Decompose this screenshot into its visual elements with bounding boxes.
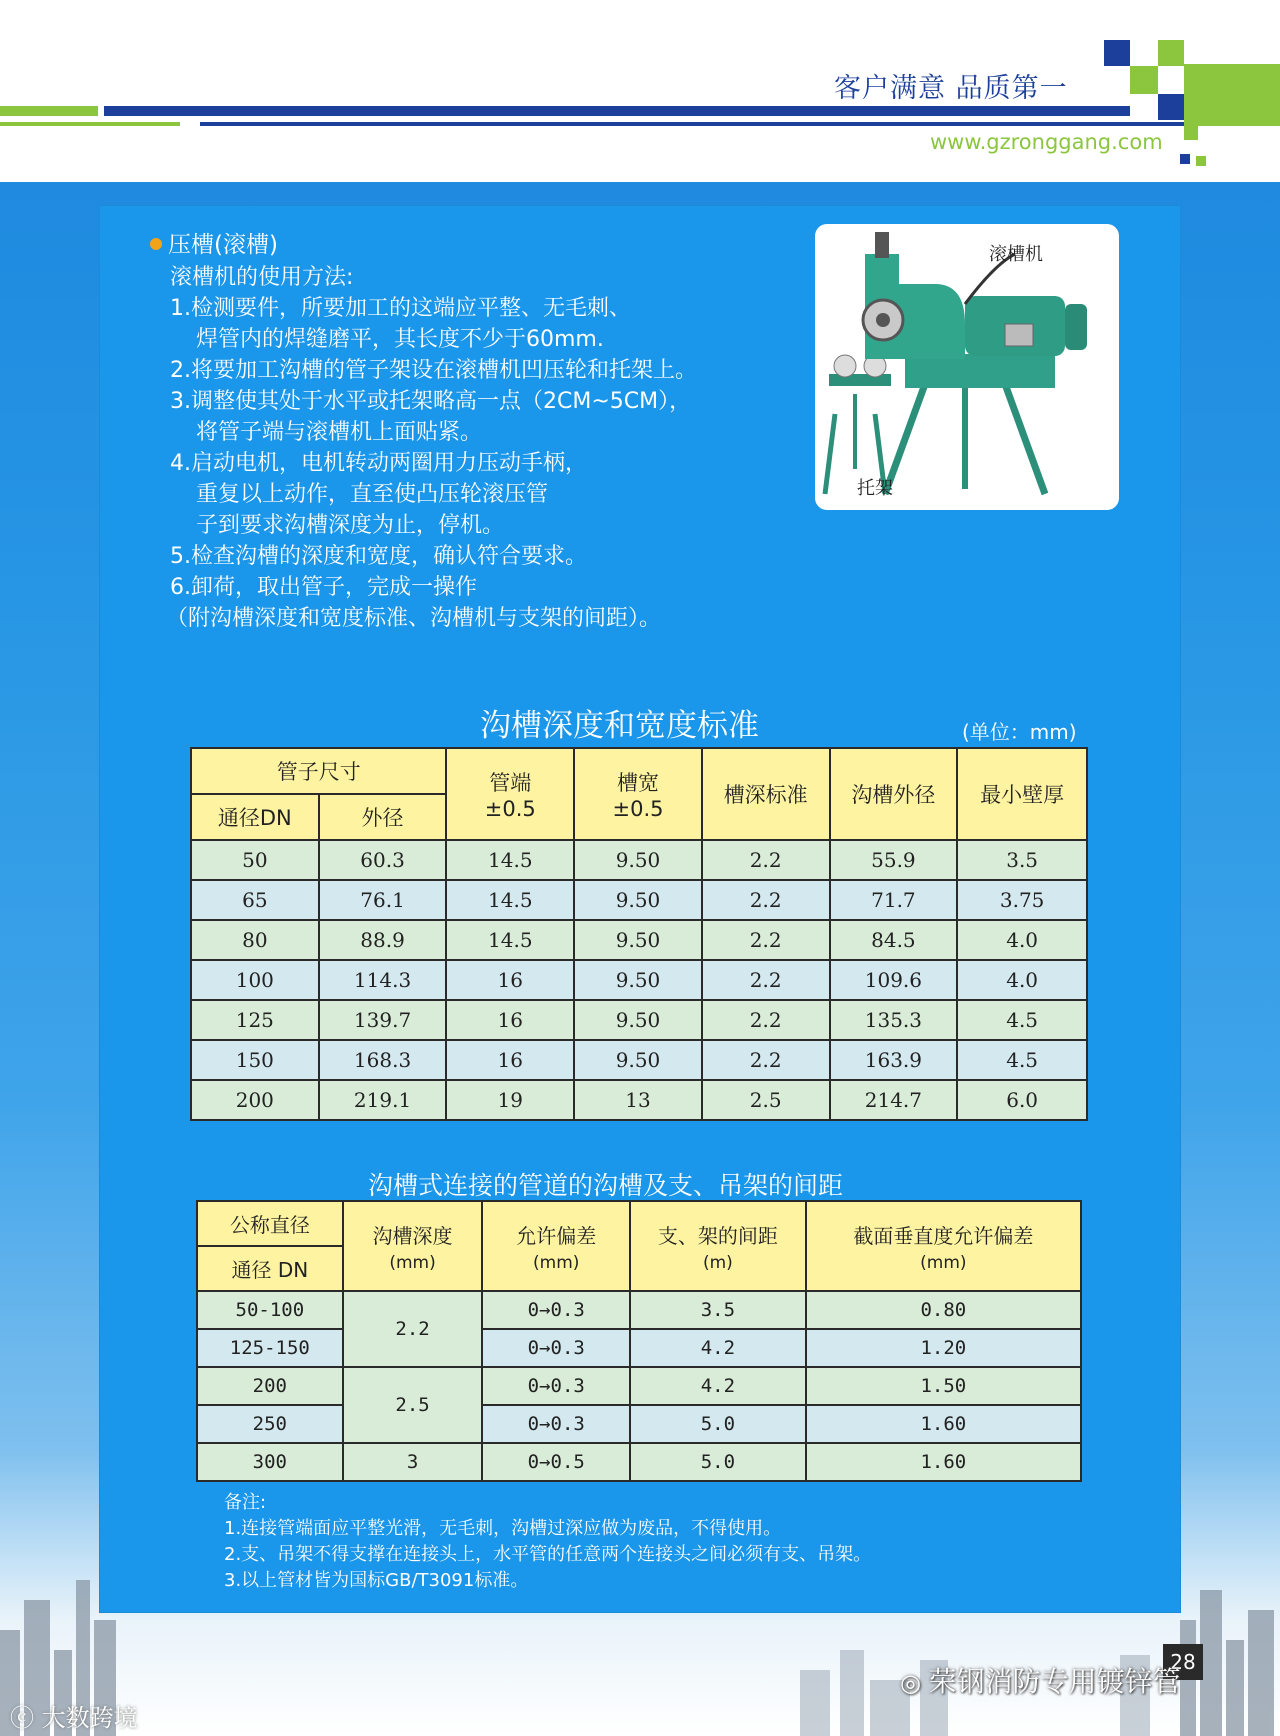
- step-line: 将管子端与滚槽机上面贴紧。: [196, 420, 483, 445]
- step-line: 子到要求沟槽深度为止，停机。: [196, 513, 505, 538]
- wechat-account-name: ◎ 荣钢消防专用镀锌管: [900, 1665, 1181, 1698]
- table-cell: 60.3: [319, 840, 447, 880]
- table-cell: 100: [191, 960, 319, 1000]
- table-cell: 9.50: [574, 1040, 702, 1080]
- table-cell: 200: [191, 1080, 319, 1120]
- table-cell: 3.75: [957, 880, 1087, 920]
- table-cell: 3.5: [957, 840, 1087, 880]
- cell-dn: 200: [197, 1367, 343, 1405]
- table-cell: 6.0: [957, 1080, 1087, 1120]
- cell-tol: 0→0.3: [482, 1367, 630, 1405]
- cell-tol: 0→0.3: [482, 1291, 630, 1329]
- label-stand: 托架: [857, 478, 893, 499]
- cell-depth: 3: [343, 1443, 483, 1481]
- table-cell: 14.5: [446, 880, 574, 920]
- th-perp: 截面垂直度允许偏差 (mm): [806, 1201, 1081, 1291]
- header-stripe-blue: [104, 106, 1184, 116]
- table-cell: 168.3: [319, 1040, 447, 1080]
- step-line: 1.检测要件，所要加工的这端应平整、无毛刺、: [170, 296, 631, 321]
- header-stripe-green-thin: [0, 122, 180, 126]
- table-cell: 2.2: [702, 840, 830, 880]
- table-cell: 9.50: [574, 1000, 702, 1040]
- table-row: [191, 960, 1087, 1000]
- bullet-icon: [150, 238, 162, 250]
- table-cell: 88.9: [319, 920, 447, 960]
- machine-photo: [815, 224, 1119, 510]
- cell-spacing: 4.2: [630, 1329, 806, 1367]
- note-item: 3.以上管材皆为国标GB/T3091标准。: [224, 1570, 529, 1591]
- header: [0, 0, 1280, 182]
- page-number: 28: [1163, 1644, 1203, 1680]
- table1-title: 沟槽深度和宽度标准: [480, 708, 759, 744]
- table-cell: 9.50: [574, 960, 702, 1000]
- table2-title: 沟槽式连接的管道的沟槽及支、吊架的间距: [368, 1171, 844, 1200]
- table-cell: 4.5: [957, 1040, 1087, 1080]
- table-cell: 13: [574, 1080, 702, 1120]
- table-cell: 2.2: [702, 960, 830, 1000]
- cell-dn: 300: [197, 1443, 343, 1481]
- table-cell: 214.7: [830, 1080, 958, 1120]
- wechat-icon: ◎: [900, 1669, 929, 1697]
- step-line: （附沟槽深度和宽度标准、沟槽机与支架的间距）。: [166, 606, 662, 631]
- cell-dn: 125-150: [197, 1329, 343, 1367]
- cell-tol: 0→0.3: [482, 1405, 630, 1443]
- step-line: 5.检查沟槽的深度和宽度，确认符合要求。: [170, 544, 587, 569]
- table-cell: 14.5: [446, 840, 574, 880]
- note-item: 2.支、吊架不得支撑在连接头上，水平管的任意两个连接头之间必须有支、吊架。: [224, 1544, 872, 1565]
- table-row: [197, 1291, 1081, 1329]
- table-row: [191, 1080, 1087, 1120]
- table-cell: 125: [191, 1000, 319, 1040]
- step-line: 2.将要加工沟槽的管子架设在滚槽机凹压轮和托架上。: [170, 358, 697, 383]
- spacing-table: [196, 1200, 1082, 1482]
- th-dn2: 通径 DN: [197, 1246, 343, 1291]
- table-cell: 2.2: [702, 1000, 830, 1040]
- table-cell: 2.5: [702, 1080, 830, 1120]
- table-cell: 4.5: [957, 1000, 1087, 1040]
- table-cell: 219.1: [319, 1080, 447, 1120]
- table-cell: 139.7: [319, 1000, 447, 1040]
- th-pipe-size: 管子尺寸: [191, 748, 446, 794]
- table-cell: 135.3: [830, 1000, 958, 1040]
- table-row: [191, 840, 1087, 880]
- watermark-logo-icon: ⓒ: [10, 1704, 42, 1732]
- th-nominal: 公称直径: [197, 1201, 343, 1246]
- table-cell: 114.3: [319, 960, 447, 1000]
- table-cell: 2.2: [702, 880, 830, 920]
- slogan: 客户满意 品质第一: [834, 73, 1068, 104]
- table-row: [191, 1000, 1087, 1040]
- watermark: ⓒ 大数跨境: [10, 1704, 138, 1732]
- table-cell: 16: [446, 1000, 574, 1040]
- instructions: [166, 262, 697, 634]
- section-title: 压槽(滚槽): [150, 226, 278, 259]
- th-groove-width: 槽宽 ±0.5: [574, 748, 702, 840]
- th-dn: 通径DN: [191, 794, 319, 840]
- table-cell: 80: [191, 920, 319, 960]
- th-pipe-end: 管端 ±0.5: [446, 748, 574, 840]
- table-cell: 71.7: [830, 880, 958, 920]
- table-row: [197, 1367, 1081, 1405]
- groove-standard-table: [190, 747, 1088, 1121]
- label-machine: 滚槽机: [989, 244, 1043, 265]
- step-line: 4.启动电机，电机转动两圈用力压动手柄，: [170, 451, 587, 476]
- th-od: 外径: [319, 794, 447, 840]
- table-cell: 76.1: [319, 880, 447, 920]
- table-cell: 163.9: [830, 1040, 958, 1080]
- table-row: [197, 1329, 1081, 1367]
- th-min-wall: 最小壁厚: [957, 748, 1087, 840]
- th-groove-depth: 槽深标准: [702, 748, 830, 840]
- method-title: 滚槽机的使用方法:: [170, 265, 354, 290]
- city-skyline-icon: [0, 1560, 1280, 1736]
- table-cell: 16: [446, 960, 574, 1000]
- notes-title: 备注:: [224, 1492, 267, 1513]
- cell-spacing: 5.0: [630, 1405, 806, 1443]
- cell-tol: 0→0.3: [482, 1329, 630, 1367]
- table-row: [197, 1443, 1081, 1481]
- header-stripe-green: [0, 106, 98, 116]
- cell-depth: 2.2: [343, 1291, 483, 1367]
- table-cell: 50: [191, 840, 319, 880]
- table-cell: 9.50: [574, 920, 702, 960]
- header-stripe-blue-thin: [200, 122, 1184, 126]
- table-cell: 65: [191, 880, 319, 920]
- cell-dn: 250: [197, 1405, 343, 1443]
- table1-unit: (单位：mm): [962, 720, 1077, 744]
- cell-perp: 1.60: [806, 1443, 1081, 1481]
- step-line: 3.调整使其处于水平或托架略高一点（2CM~5CM），: [170, 389, 692, 414]
- website-url: www.gzronggang.com: [930, 130, 1163, 154]
- table-cell: 9.50: [574, 840, 702, 880]
- table-cell: 9.50: [574, 880, 702, 920]
- step-line: 焊管内的焊缝磨平，其长度不少于60mm.: [196, 327, 604, 352]
- cell-dn: 50-100: [197, 1291, 343, 1329]
- table-row: [197, 1405, 1081, 1443]
- cell-perp: 1.50: [806, 1367, 1081, 1405]
- cell-spacing: 3.5: [630, 1291, 806, 1329]
- table-cell: 150: [191, 1040, 319, 1080]
- table-cell: 55.9: [830, 840, 958, 880]
- grooving-machine-icon: [815, 224, 1119, 510]
- table-row: [191, 1040, 1087, 1080]
- th-groove-od: 沟槽外径: [830, 748, 958, 840]
- table-cell: 14.5: [446, 920, 574, 960]
- note-item: 1.连接管端面应平整光滑，无毛刺，沟槽过深应做为废品，不得使用。: [224, 1518, 782, 1539]
- table-row: [191, 920, 1087, 960]
- table-cell: 4.0: [957, 960, 1087, 1000]
- table-cell: 16: [446, 1040, 574, 1080]
- cell-perp: 0.80: [806, 1291, 1081, 1329]
- th-depth: 沟槽深度 (mm): [343, 1201, 483, 1291]
- th-tolerance: 允许偏差 (mm): [482, 1201, 630, 1291]
- cell-spacing: 4.2: [630, 1367, 806, 1405]
- table-cell: 2.2: [702, 1040, 830, 1080]
- th-spacing: 支、架的间距 (m): [630, 1201, 806, 1291]
- table-row: [191, 880, 1087, 920]
- table-cell: 19: [446, 1080, 574, 1120]
- cell-spacing: 5.0: [630, 1443, 806, 1481]
- table-cell: 84.5: [830, 920, 958, 960]
- table-cell: 109.6: [830, 960, 958, 1000]
- step-line: 6.卸荷，取出管子，完成一操作: [170, 575, 477, 600]
- cell-depth: 2.5: [343, 1367, 483, 1443]
- table-cell: 4.0: [957, 920, 1087, 960]
- cell-perp: 1.60: [806, 1405, 1081, 1443]
- cell-tol: 0→0.5: [482, 1443, 630, 1481]
- step-line: 重复以上动作，直至使凸压轮滚压管: [196, 482, 549, 507]
- table-cell: 2.2: [702, 920, 830, 960]
- cell-perp: 1.20: [806, 1329, 1081, 1367]
